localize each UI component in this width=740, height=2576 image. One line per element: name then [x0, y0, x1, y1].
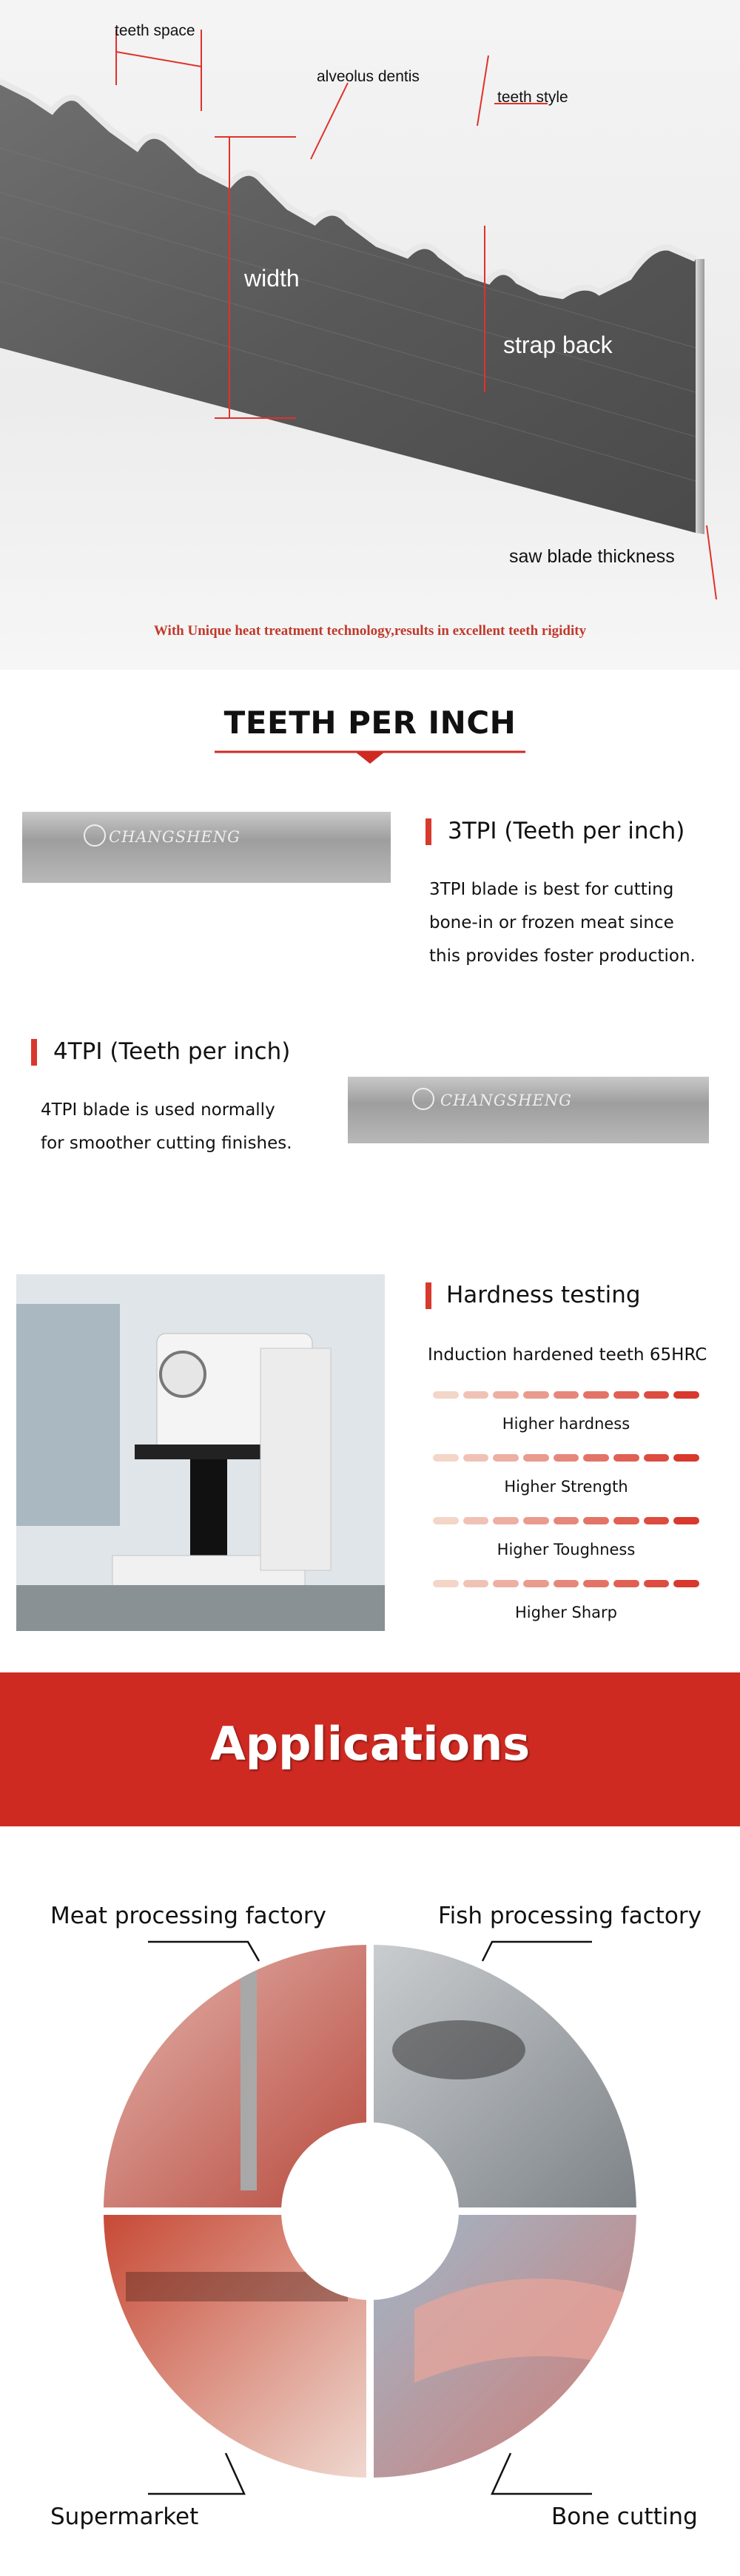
bar-segment — [673, 1391, 699, 1399]
meat-factory-photo — [104, 1945, 366, 2207]
bar-segment — [583, 1454, 609, 1462]
bar-segment — [523, 1580, 549, 1587]
hardness-bar-label: Higher hardness — [502, 1415, 630, 1433]
fish-factory-photo — [374, 1945, 636, 2207]
blade-anatomy-illustration — [0, 0, 740, 670]
bar-segment — [644, 1517, 670, 1524]
teeth-style-label: teeth style — [497, 89, 568, 106]
bar-segment — [613, 1454, 639, 1462]
applications-title: Applications — [209, 1717, 531, 1771]
strap-back-label: strap back — [503, 332, 613, 358]
supermarket-photo — [104, 2215, 366, 2478]
tpi4-line-2: for smoother cutting finishes. — [41, 1134, 292, 1153]
tpi4-heading: 4TPI (Teeth per inch) — [53, 1038, 291, 1065]
bar-segment — [613, 1391, 639, 1399]
bar-segment — [554, 1517, 579, 1524]
hardness-bar-label: Higher Strength — [504, 1478, 628, 1496]
bar-segment — [463, 1580, 489, 1587]
bar-segment — [523, 1517, 549, 1524]
gradient-bar — [433, 1391, 699, 1399]
bar-segment — [583, 1517, 609, 1524]
applications-banner — [0, 1672, 740, 1826]
teeth-per-inch-title: TEETH PER INCH — [223, 704, 517, 741]
bar-segment — [463, 1454, 489, 1462]
brand-logo-4tpi: CHANGSHENG — [440, 1092, 572, 1109]
bar-segment — [554, 1580, 579, 1587]
tpi4-line-1: 4TPI blade is used normally — [41, 1100, 275, 1120]
hardness-bar-item — [433, 1580, 699, 1643]
tpi4-description — [41, 1094, 292, 1160]
gradient-bar — [433, 1517, 699, 1524]
hardness-bar-label: Higher Toughness — [497, 1541, 636, 1558]
bar-segment — [583, 1580, 609, 1587]
brand-logo-3tpi: CHANGSHENG — [109, 828, 240, 846]
title-underline-arrow — [215, 749, 525, 764]
red-marker-hardness — [426, 1282, 431, 1309]
tpi3-heading: 3TPI (Teeth per inch) — [448, 818, 685, 844]
bar-segment — [433, 1454, 459, 1462]
tpi3-line-3: this provides foster production. — [429, 946, 696, 966]
red-marker-4tpi — [31, 1039, 37, 1066]
hardness-bar-item — [433, 1454, 699, 1517]
tpi3-description — [429, 873, 696, 973]
bar-segment — [523, 1391, 549, 1399]
teeth-space-label: teeth space — [115, 22, 195, 39]
bar-segment — [644, 1391, 670, 1399]
hardness-subtitle: Induction hardened teeth 65HRC — [428, 1345, 707, 1365]
app-label-fish-factory: Fish processing factory — [438, 1903, 702, 1929]
hardness-bar-label: Higher Sharp — [515, 1604, 617, 1621]
width-label: width — [244, 265, 300, 292]
blade-anatomy-section — [0, 0, 740, 670]
bar-segment — [583, 1391, 609, 1399]
bar-segment — [554, 1391, 579, 1399]
heat-treatment-tagline: With Unique heat treatment technology,results in excellent teeth rigidity — [153, 623, 587, 639]
tpi3-line-1: 3TPI blade is best for cutting — [429, 880, 674, 899]
hardness-tester-photo — [16, 1274, 385, 1631]
hardness-bar-item — [433, 1517, 699, 1580]
bar-segment — [493, 1517, 519, 1524]
alveolus-dentis-label: alveolus dentis — [317, 68, 420, 85]
hardness-heading: Hardness testing — [446, 1282, 641, 1308]
bar-segment — [613, 1580, 639, 1587]
app-label-bone-cutting: Bone cutting — [551, 2503, 698, 2530]
app-label-meat-factory: Meat processing factory — [50, 1903, 326, 1929]
hardness-bars — [433, 1391, 699, 1643]
gradient-bar — [433, 1454, 699, 1462]
bar-segment — [673, 1454, 699, 1462]
bar-segment — [554, 1454, 579, 1462]
bar-segment — [463, 1517, 489, 1524]
bar-segment — [433, 1517, 459, 1524]
red-marker-3tpi — [426, 818, 431, 845]
bar-segment — [463, 1391, 489, 1399]
bar-segment — [673, 1517, 699, 1524]
gradient-bar — [433, 1580, 699, 1587]
app-label-supermarket: Supermarket — [50, 2503, 199, 2530]
bar-segment — [644, 1454, 670, 1462]
bar-segment — [433, 1580, 459, 1587]
bar-segment — [493, 1391, 519, 1399]
saw-blade-thickness-label: saw blade thickness — [509, 546, 675, 567]
bar-segment — [493, 1454, 519, 1462]
bar-segment — [644, 1580, 670, 1587]
bar-segment — [523, 1454, 549, 1462]
bar-segment — [493, 1580, 519, 1587]
bar-segment — [673, 1580, 699, 1587]
applications-ring-diagram — [0, 1924, 740, 2501]
bar-segment — [613, 1517, 639, 1524]
hardness-bar-item — [433, 1391, 699, 1454]
blade-4tpi-image — [348, 1077, 709, 1143]
tpi3-line-2: bone-in or frozen meat since — [429, 913, 674, 932]
bar-segment — [433, 1391, 459, 1399]
blade-3tpi-image — [22, 812, 391, 883]
